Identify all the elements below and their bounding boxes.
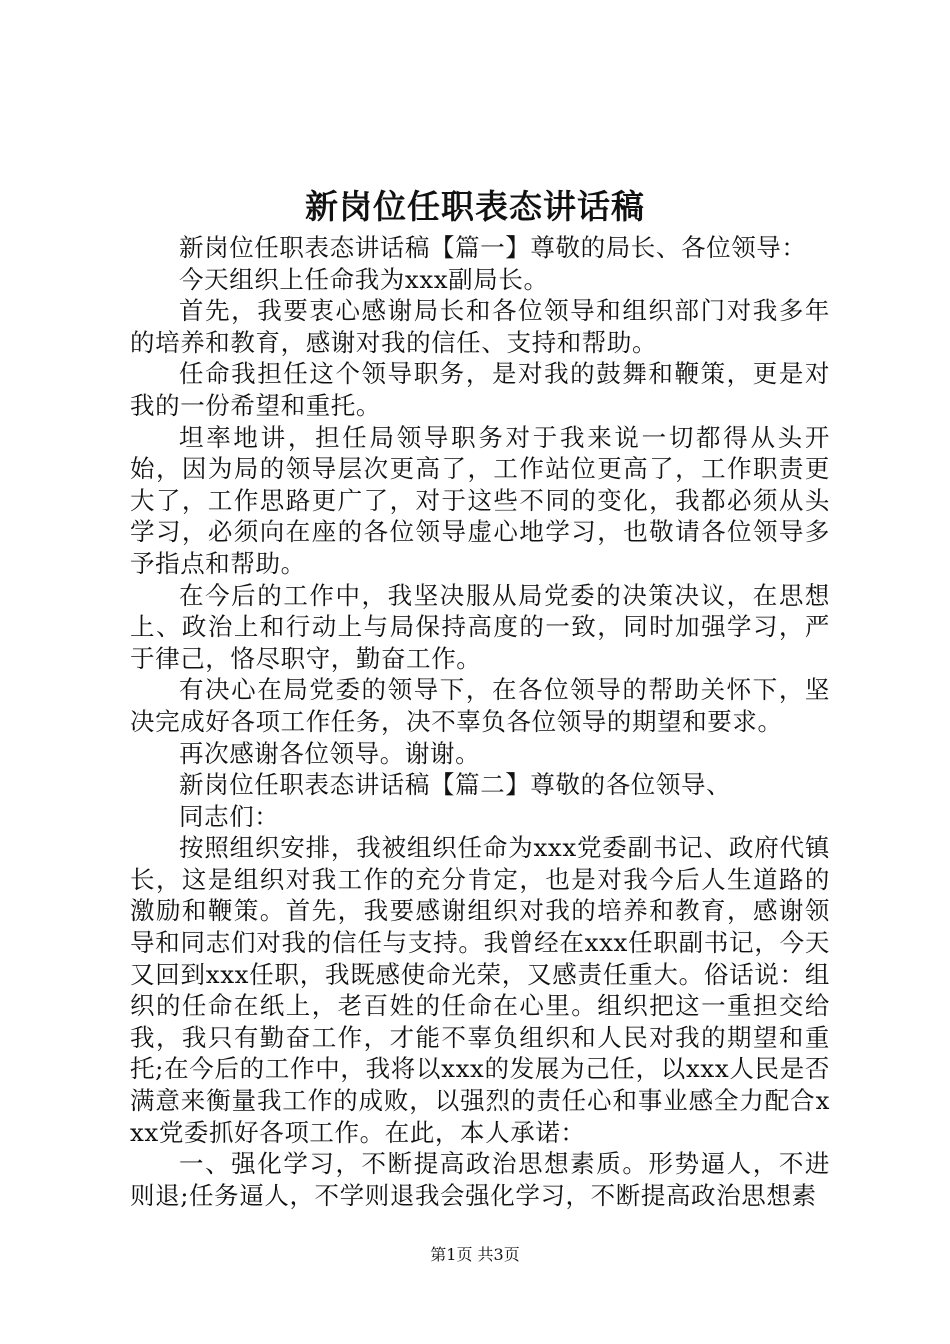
paragraph: 坦率地讲，担任局领导职务对于我来说一切都得从头开始，因为局的领导层次更高了，工作站位更高了，工作职责更大了，工作思路更广了，对于这些不同的变化，我都必须从头学习，必须向在座的各位领导虚心地学习，也敬请各位领导多予指点和帮助。: [130, 422, 830, 578]
document-title: 新岗位任职表态讲话稿: [305, 187, 645, 226]
paragraph: 新岗位任职表态讲话稿【篇二】尊敬的各位领导、: [179, 770, 732, 800]
paragraph: 在今后的工作中，我坚决服从局党委的决策决议，在思想上、政治上和行动上与局保持高度的一致，同时加强学习，严于律己，恪尽职守，勤奋工作。: [130, 580, 830, 673]
paragraph: 按照组织安排，我被组织任命为xxx党委副书记、政府代镇长，这是组织对我工作的充分肯定，也是对我今后人生道路的激励和鞭策。首先，我要感谢组织对我的培养和教育，感谢领导和同志们对我的信任与支持。我曾经在xxx任职副书记，今天又回到xxx任职，我既感使命光荣，又感责任重大。俗话说：组织的任命在纸上，老百姓的任命在心里。组织把这一重担交给我，我只有勤奋工作，才能不辜负组织和人民对我的期望和重托;在今后的工作中，我将以xxx的发展为己任，以xxx人民是否满意来衡量我工作的成败，以强烈的责任心和事业感全力配合xxx党委抓好各项工作。在此，本人承诺：: [130, 833, 830, 1147]
paragraph: 今天组织上任命我为xxx副局长。: [179, 264, 549, 294]
paragraph: 一、强化学习，不断提高政治思想素质。形势逼人，不进则退;任务逼人，不学则退我会强化学习，不断提高政治思想素: [130, 1149, 830, 1210]
paragraph: 有决心在局党委的领导下，在各位领导的帮助关怀下，坚决完成好各项工作任务，决不辜负各位领导的期望和要求。: [130, 675, 830, 736]
paragraph: 同志们：: [179, 801, 280, 831]
document-body: [130, 232, 830, 1211]
page-footer: 第1页 共3页: [430, 1245, 520, 1264]
paragraph: 新岗位任职表态讲话稿【篇一】尊敬的局长、各位领导：: [179, 233, 807, 262]
paragraph: 任命我担任这个领导职务，是对我的鼓舞和鞭策，更是对我的一份希望和重托。: [130, 359, 830, 420]
paragraph: 再次感谢各位领导。谢谢。: [179, 738, 481, 768]
paragraph: 首先，我要衷心感谢局长和各位领导和组织部门对我多年的培养和教育，感谢对我的信任、支持和帮助。: [130, 296, 830, 357]
